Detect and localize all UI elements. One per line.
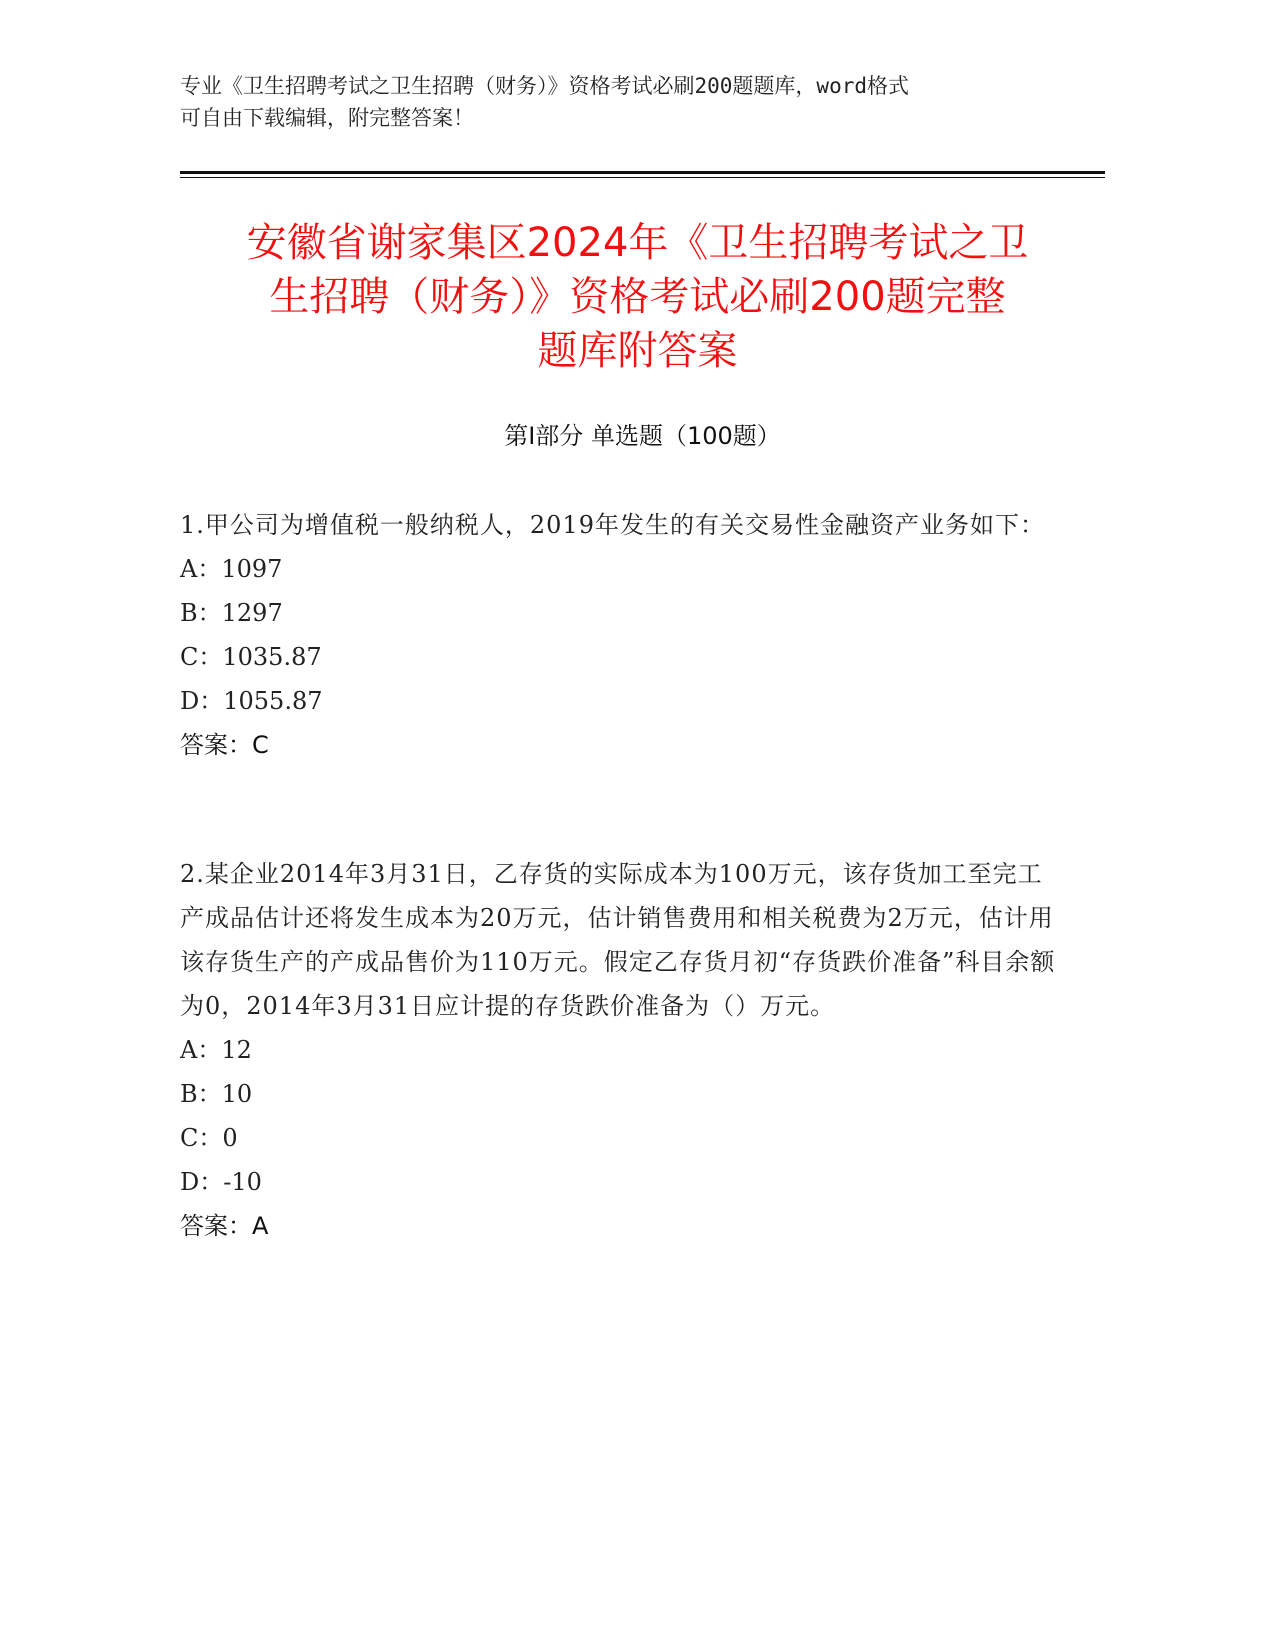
option-c: C：1035.87: [180, 643, 322, 671]
document-title-line-3: 题库附答案: [537, 328, 738, 374]
option-b: B：1297: [180, 599, 283, 627]
header-divider-thick: [180, 171, 1105, 174]
document-title-line-1: 安徽省谢家集区2024年《卫生招聘考试之卫: [246, 220, 1029, 266]
option-c: C：0: [180, 1124, 238, 1152]
option-d: D：-10: [180, 1168, 262, 1196]
option-b: B：10: [180, 1080, 253, 1108]
header-note: [180, 70, 1040, 134]
header-note-line-2: 可自由下载编辑，附完整答案！: [180, 106, 474, 130]
question-1: [180, 503, 1060, 767]
header-note-line-1: 专业《卫生招聘考试之卫生招聘（财务）》资格考试必刷200题题库，word格式: [180, 74, 909, 98]
question-stem: 1.甲公司为增值税一般纳税人，2019年发生的有关交易性金融资产业务如下：: [180, 511, 1045, 539]
document-title: [160, 216, 1115, 378]
header-divider-thin: [180, 177, 1105, 178]
document-title-line-2: 生招聘（财务）》资格考试必刷200题完整: [269, 274, 1006, 320]
section-title: 第Ⅰ部分 单选题（100题）: [504, 422, 781, 450]
answer: 答案：A: [180, 1212, 269, 1240]
question-2: [180, 852, 1060, 1248]
option-d: D：1055.87: [180, 687, 323, 715]
option-a: A：12: [180, 1036, 252, 1064]
question-stem: 2.某企业2014年3月31日，乙存货的实际成本为100万元，该存货加工至完工产成品估计还将发生成本为20万元，估计销售费用和相关税费为2万元，估计用该存货生产的产成品售价为110万元。假定乙存货月初“存货跌价准备”科目余额为0，2014年3月31日应计提的存货跌价准备为（）万元。: [180, 860, 1056, 1020]
option-a: A：1097: [180, 555, 283, 583]
answer: 答案：C: [180, 731, 269, 759]
